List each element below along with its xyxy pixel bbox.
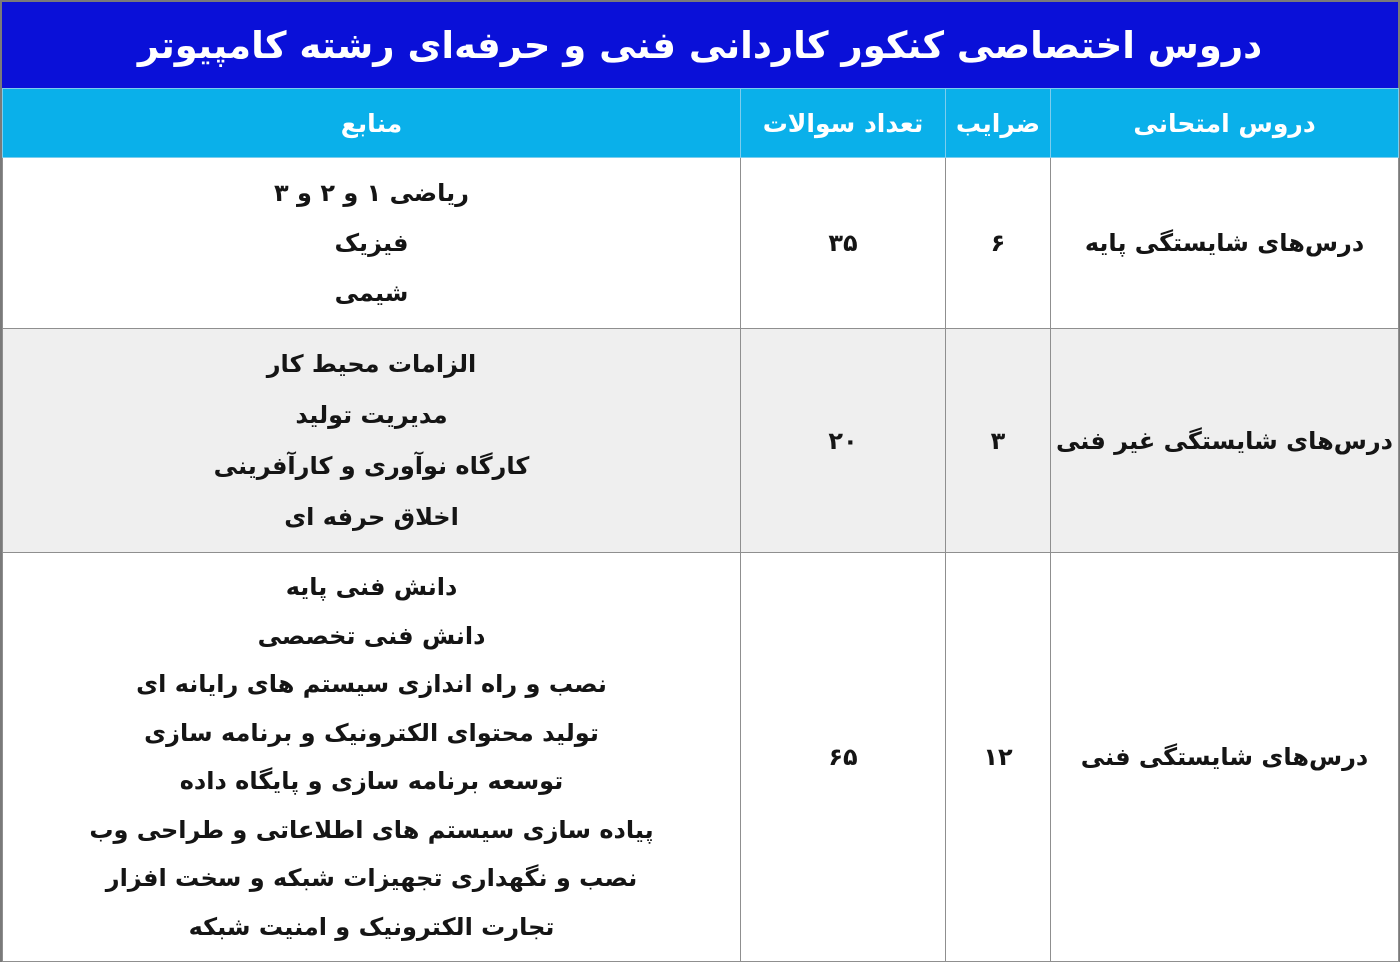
header-coefficient: ضرایب [946, 89, 1051, 158]
sources-cell [3, 553, 741, 962]
source-item: تولید محتوای الکترونیک و برنامه سازی [144, 718, 599, 747]
source-item: توسعه برنامه سازی و پایگاه داده [179, 767, 564, 795]
source-item: کارگاه نوآوری و کارآفرینی [213, 451, 530, 480]
source-item: پیاده سازی سیستم های اطلاعاتی و طراحی وب [89, 815, 654, 844]
sources-cell [3, 158, 741, 329]
header-sources: منابع [3, 89, 741, 158]
title-bar [2, 2, 1398, 88]
course-cell: درس‌های شایستگی پایه [1051, 158, 1399, 329]
header-row [3, 89, 1399, 158]
source-item: ریاضی ۱ و ۲ و ۳ [274, 179, 469, 207]
coefficient-cell: ۶ [946, 158, 1051, 329]
source-item: دانش فنی پایه [285, 573, 458, 601]
source-item: دانش فنی تخصصی [257, 621, 486, 650]
sources-cell [3, 329, 741, 553]
source-item: فیزیک [334, 229, 409, 257]
sources-list [3, 339, 740, 543]
coefficient-cell: ۱۲ [946, 553, 1051, 962]
source-item: نصب و نگهداری تجهیزات شبکه و سخت افزار [105, 864, 638, 892]
table-row [3, 329, 1399, 553]
course-cell: درس‌های شایستگی غیر فنی [1051, 329, 1399, 553]
coefficient-cell: ۳ [946, 329, 1051, 553]
table-row [3, 158, 1399, 329]
source-item: اخلاق حرفه ای [284, 502, 459, 531]
source-item: مدیریت تولید [295, 400, 448, 429]
header-course: دروس امتحانی [1051, 89, 1399, 158]
sources-list [3, 168, 740, 318]
source-item: تجارت الکترونیک و امنیت شبکه [188, 912, 555, 941]
source-item: نصب و راه اندازی سیستم های رایانه ای [136, 670, 607, 698]
page-title: دروس اختصاصی کنکور کاردانی فنی و حرفه‌ای رشته کامپیوتر [137, 23, 1263, 67]
question-count-cell: ۶۵ [741, 553, 946, 962]
table-row [3, 553, 1399, 962]
sources-list [3, 563, 740, 951]
source-item: الزامات محیط کار [266, 349, 477, 378]
header-question-count: تعداد سوالات [741, 89, 946, 158]
course-cell: درس‌های شایستگی فنی [1051, 553, 1399, 962]
courses-table [2, 88, 1399, 962]
question-count-cell: ۲۰ [741, 329, 946, 553]
source-item: شیمی [334, 279, 409, 307]
question-count-cell: ۳۵ [741, 158, 946, 329]
